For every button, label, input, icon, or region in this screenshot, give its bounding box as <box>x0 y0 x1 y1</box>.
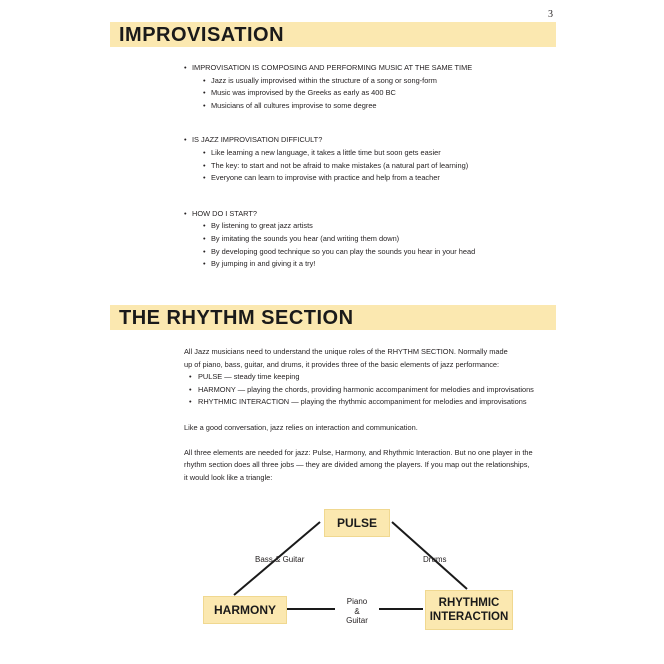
label-line: Guitar <box>346 616 368 625</box>
list-item: • RHYTHMIC INTERACTION — playing the rhythmic accompaniment for melodies and improvisations <box>184 396 554 409</box>
list-item: • By listening to great jazz artists <box>184 220 554 233</box>
list-item: • By developing good technique so you can play the sounds you hear in your head <box>184 246 554 259</box>
paragraph-line: All three elements are needed for jazz: Pulse, Harmony, and Rhythmic Interaction. But no one player in the <box>184 447 533 457</box>
harmony-box: HARMONY <box>203 596 287 624</box>
paragraph-line: rhythm section does all three jobs — they are divided among the players. If you map out the relationships, <box>184 460 530 470</box>
question: • IS JAZZ IMPROVISATION DIFFICULT? <box>184 134 554 147</box>
list-item: • Like learning a new language, it takes a little time but soon gets easier <box>184 147 554 160</box>
list-item: • By imitating the sounds you hear (and writing them down) <box>184 233 554 246</box>
intro-line: up of piano, bass, guitar, and drums, it provides three of the basic elements of jazz performance: <box>184 359 500 369</box>
label-line: Piano <box>346 597 368 606</box>
list-item: • PULSE — steady time keeping <box>184 371 554 384</box>
list-item: • The key: to start and not be afraid to make mistakes (a natural part of learning) <box>184 160 554 173</box>
question: • IMPROVISATION IS COMPOSING AND PERFORMING MUSIC AT THE SAME TIME <box>184 62 554 75</box>
section-title: IMPROVISATION <box>119 24 285 46</box>
rhythmic-interaction-box <box>425 590 513 630</box>
list-item: • Musicians of all cultures improvise to some degree <box>184 100 554 113</box>
paragraph-line: it would look like a triangle: <box>184 472 273 482</box>
list-item: • HARMONY — playing the chords, providing harmonic accompaniment for melodies and improvisations <box>184 384 554 397</box>
paragraph: Like a good conversation, jazz relies on interaction and communication. <box>184 422 418 432</box>
label-bass-guitar: Bass & Guitar <box>255 555 305 564</box>
box-label-line: INTERACTION <box>429 611 509 623</box>
question: • HOW DO I START? <box>184 208 554 221</box>
pulse-box: PULSE <box>324 509 390 537</box>
label-piano-guitar <box>342 597 372 626</box>
label-drums: Drums <box>423 555 447 564</box>
section-title: THE RHYTHM SECTION <box>119 307 354 329</box>
box-label-line: RHYTHMIC <box>438 597 500 609</box>
list-item: • Everyone can learn to improvise with practice and help from a teacher <box>184 172 554 185</box>
list-item: • Jazz is usually improvised within the structure of a song or song-form <box>184 75 554 88</box>
label-line: & <box>354 606 360 616</box>
list-item: • Music was improvised by the Greeks as early as 400 BC <box>184 87 554 100</box>
page-number: 3 <box>548 9 553 20</box>
intro-line: All Jazz musicians need to understand the unique roles of the RHYTHM SECTION. Normally made <box>184 347 508 356</box>
list-item: • By jumping in and giving it a try! <box>184 258 554 271</box>
